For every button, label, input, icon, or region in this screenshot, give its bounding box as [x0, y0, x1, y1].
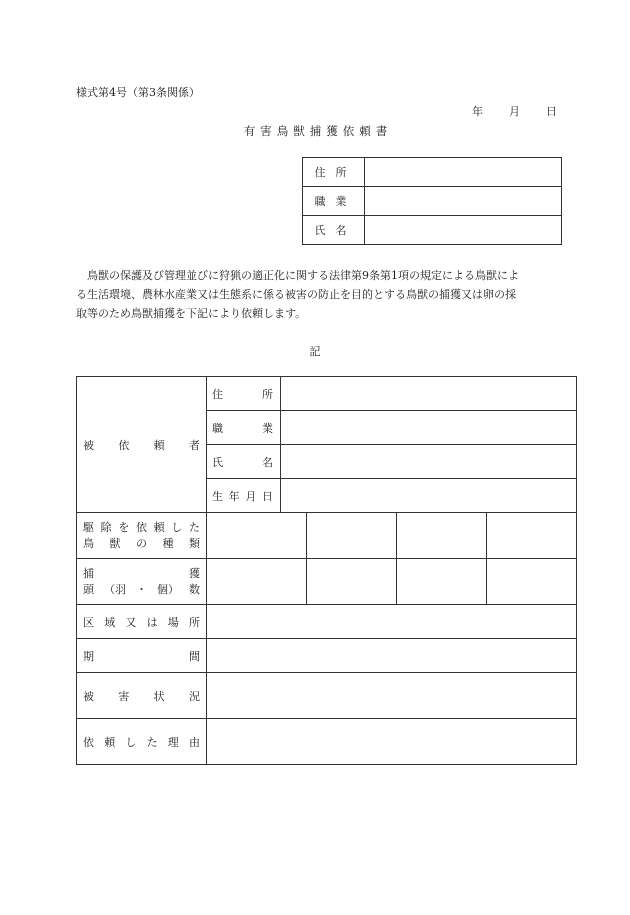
count-field-3[interactable]: [397, 559, 487, 605]
area-field[interactable]: [207, 605, 577, 639]
ki-heading: 記: [309, 345, 321, 358]
date-month: 月: [509, 105, 520, 118]
period-field[interactable]: [207, 639, 577, 673]
row-damage: [77, 673, 577, 719]
count-field-1[interactable]: [207, 559, 307, 605]
date-day: 日: [546, 105, 557, 118]
form-number: 様式第4号（第3条関係）: [76, 86, 200, 99]
requested-birthdate-field[interactable]: [281, 479, 577, 513]
row-species: [77, 513, 577, 559]
damage-label: 被 害 状 況: [77, 673, 207, 719]
body-line-1: 鳥獣の保護及び管理並びに狩猟の適正化に関する法律第9条第1項の規定による鳥獣によ: [87, 269, 519, 282]
date-year: 年: [472, 105, 483, 118]
requester-row-address: [303, 158, 562, 187]
requested-name-field[interactable]: [281, 445, 577, 479]
species-field-2[interactable]: [307, 513, 397, 559]
requested-occupation-label: 職 業: [207, 411, 281, 445]
requester-row-name: [303, 216, 562, 245]
requester-address-field[interactable]: [365, 158, 562, 187]
row-reason: [77, 719, 577, 765]
date-line: [472, 103, 557, 119]
reason-field[interactable]: [207, 719, 577, 765]
requester-name-field[interactable]: [365, 216, 562, 245]
damage-field[interactable]: [207, 673, 577, 719]
row-address: [77, 377, 577, 411]
requested-party-label: 被 依 頼 者: [77, 377, 207, 513]
requested-name-label: 氏 名: [207, 445, 281, 479]
requester-occupation-label: 職業: [303, 187, 365, 216]
area-label: 区 域 又 は 場 所: [77, 605, 207, 639]
species-label: 駆 除 を 依 頼 し た 鳥 獣 の 種 類: [77, 513, 207, 559]
requested-occupation-field[interactable]: [281, 411, 577, 445]
count-field-4[interactable]: [487, 559, 577, 605]
body-text: [76, 266, 558, 323]
requester-occupation-field[interactable]: [365, 187, 562, 216]
page-title: 有害鳥獣捕獲依頼書: [243, 124, 393, 138]
requester-address-label: 住所: [303, 158, 365, 187]
period-label: 期 間: [77, 639, 207, 673]
row-area: [77, 605, 577, 639]
row-period: [77, 639, 577, 673]
reason-label: 依 頼 し た 理 由: [77, 719, 207, 765]
main-table: [76, 376, 577, 765]
species-field-4[interactable]: [487, 513, 577, 559]
row-count: [77, 559, 577, 605]
count-label: 捕 獲 頭 （羽 ・ 個） 数: [77, 559, 207, 605]
requester-table: [302, 157, 562, 245]
count-field-2[interactable]: [307, 559, 397, 605]
requested-birthdate-label: 生 年 月 日: [207, 479, 281, 513]
body-line-3: 取等のため鳥獣捕獲を下記により依頼します。: [76, 307, 307, 320]
species-field-1[interactable]: [207, 513, 307, 559]
species-field-3[interactable]: [397, 513, 487, 559]
requester-row-occupation: [303, 187, 562, 216]
requested-address-label: 住 所: [207, 377, 281, 411]
body-line-2: る生活環境、農林水産業又は生態系に係る被害の防止を目的とする鳥獣の捕獲又は卵の採: [76, 288, 516, 301]
requested-address-field[interactable]: [281, 377, 577, 411]
requester-name-label: 氏名: [303, 216, 365, 245]
